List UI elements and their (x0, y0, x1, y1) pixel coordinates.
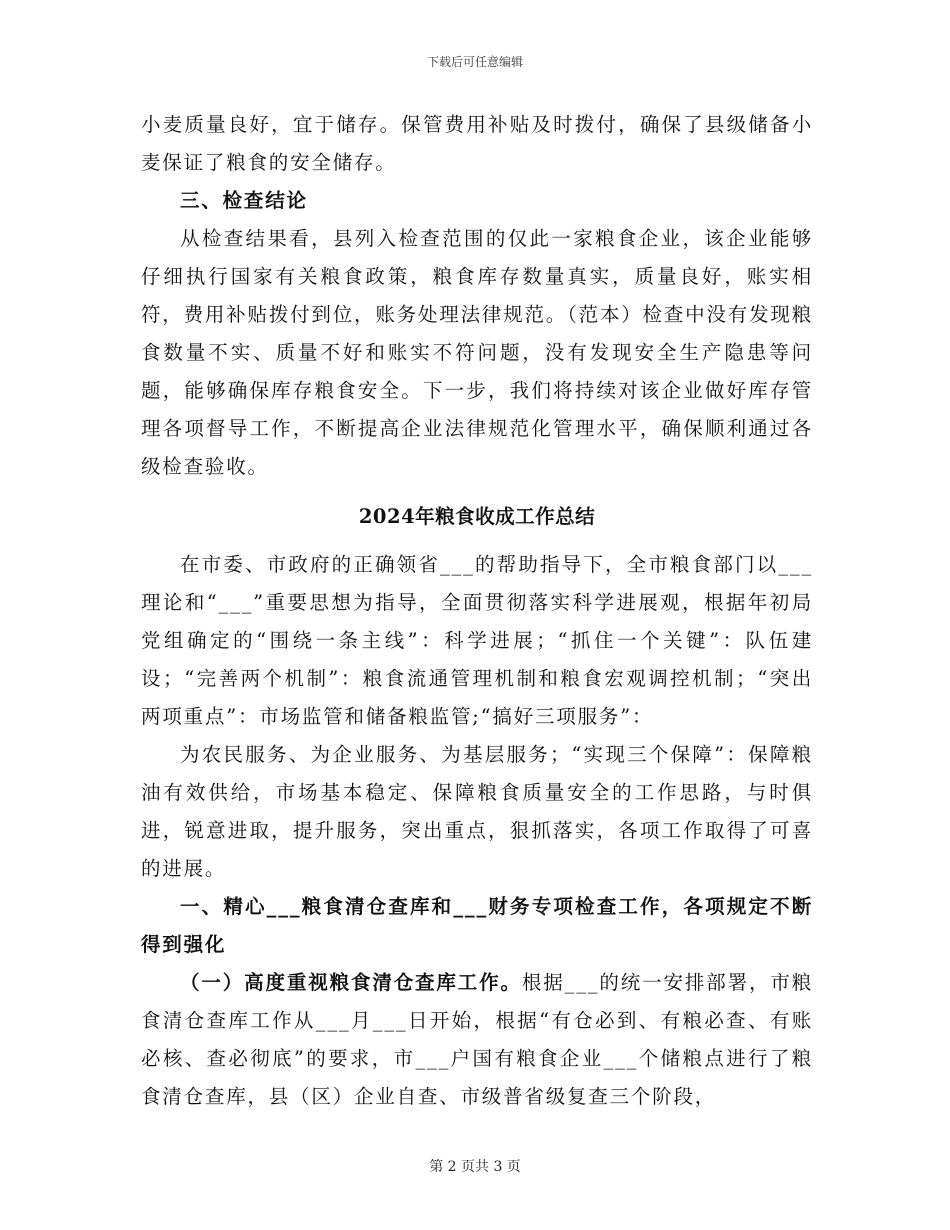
page-footer: 第 2 页共 3 页 (429, 1159, 521, 1175)
paragraph-continuation: 小麦质量良好，宜于储存。保管费用补贴及时拨付，确保了县级储备小麦保证了粮食的安全储存。 (141, 113, 813, 174)
document-title: 2024年粮食收成工作总结 (358, 505, 596, 528)
document-body (141, 106, 813, 1116)
paragraph-conclusion: 从检查结果看，县列入检查范围的仅此一家粮食企业，该企业能够仔细执行国家有关粮食政策，粮食库存数量真实，质量良好，账实相符，费用补贴拨付到位，账务处理法律规范。（范本）检查中没有发现粮食数量不实、质量不好和账实不符问题，没有发现安全生产隐患等问题，能够确保库存粮食安全。下一步，我们将持续对该企业做好库存管理各项督导工作，不断提高企业法律规范化管理水平，确保顺利通过各级检查验收。 (141, 227, 813, 478)
page-header: 下载后可任意编辑 (426, 55, 523, 69)
paragraph-services: 为农民服务、为企业服务、为基层服务；“实现三个保障”：保障粮油有效供给，市场基本稳定、保障粮食质量安全的工作思路，与时俱进，锐意进取，提升服务，突出重点，狠抓落实，各项工作取得了可喜的进展。 (141, 743, 813, 880)
section-heading-one: 一、精心___粮食清仓查库和___财务专项检查工作，各项规定不断得到强化 (141, 895, 813, 956)
subsection-text: 根据___的统一安排部署，市粮食清仓查库工作从___月___日开始，根据“有仓必到、有粮必查、有账必核、查必彻底”的要求，市___户国有粮食企业___个储粮点进行了粮食清仓查库，县（区）企业自查、市级普省级复查三个阶段， (141, 971, 814, 1108)
paragraph-subsection-one (141, 964, 813, 1116)
section-heading-conclusion: 三、检查结论 (180, 189, 308, 212)
subsection-heading: （一）高度重视粮食清仓查库工作。 (180, 971, 522, 994)
paragraph-intro: 在市委、市政府的正确领省___的帮助指导下，全市粮食部门以___理论和“___”重要思想为指导，全面贯彻落实科学进展观，根据年初局党组确定的“围绕一条主线”：科学进展；“抓住一个关键”：队伍建设；“完善两个机制”：粮食流通管理机制和粮食宏观调控机制；“突出两项重点”：市场监管和储备粮监管;“搞好三项服务”： (141, 553, 813, 728)
